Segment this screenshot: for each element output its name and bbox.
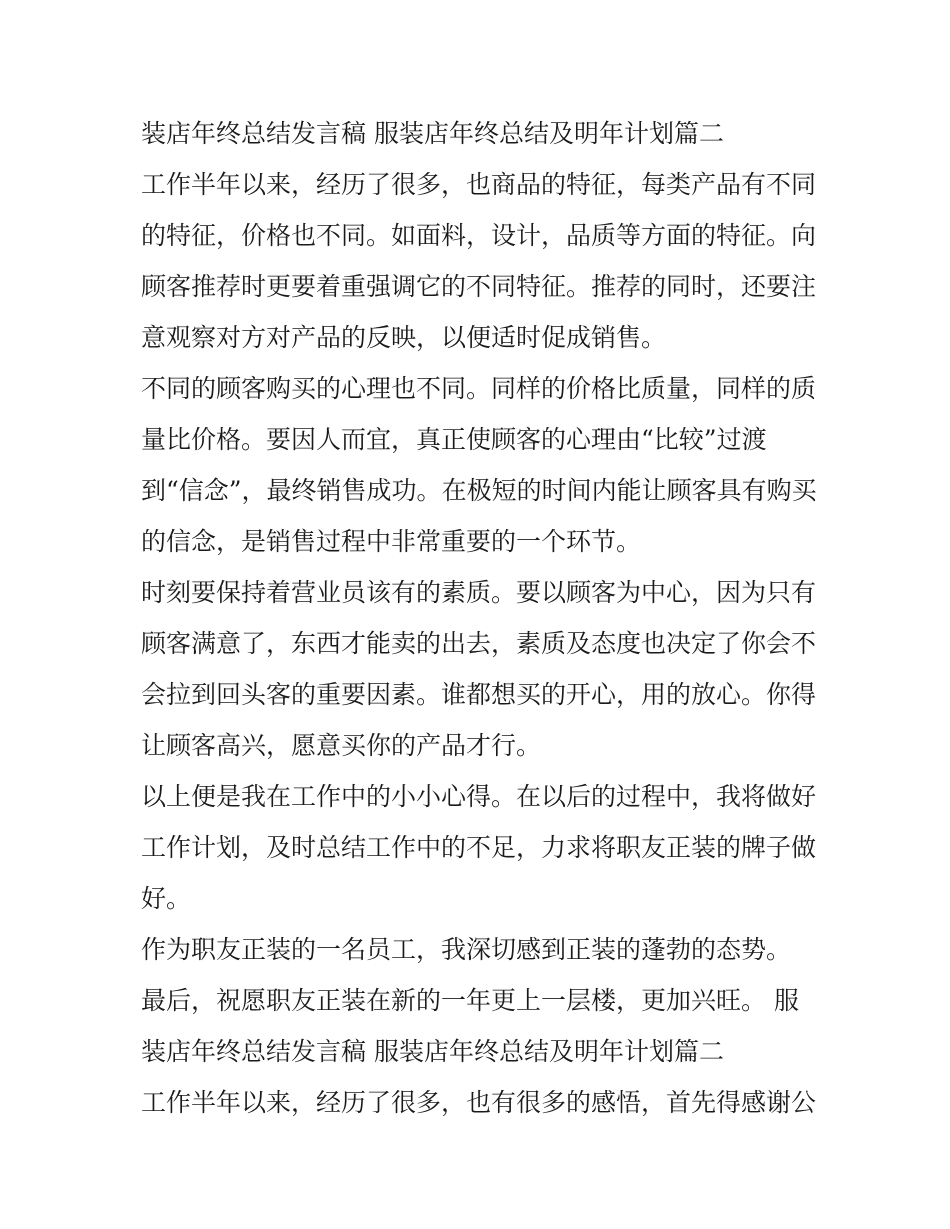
text-line: 会拉到回头客的重要因素。谁都想买的开心，用的放心。你得	[141, 680, 817, 709]
text-line: 的特征，价格也不同。如面料，设计，品质等方面的特征。向	[141, 221, 817, 250]
document-body	[141, 108, 821, 1128]
text-line: 工作半年以来，经历了很多，也商品的特征，每类产品有不同	[141, 170, 817, 199]
text-line: 到“信念”，最终销售成功。在极短的时间内能让顾客具有购买	[141, 476, 817, 505]
text-line: 意观察对方对产品的反映，以便适时促成销售。	[141, 323, 667, 352]
text-line: 好。	[141, 884, 192, 913]
text-line: 量比价格。要因人而宜，真正使顾客的心理由“比较”过渡	[141, 425, 767, 454]
text-line: 顾客满意了，东西才能卖的出去，素质及态度也决定了你会不	[141, 629, 817, 658]
text-line: 工作半年以来，经历了很多，也有很多的感悟，首先得感谢公	[141, 1088, 817, 1117]
text-line: 顾客推荐时更要着重强调它的不同特征。推荐的同时，还要注	[141, 272, 817, 301]
text-line: 的信念，是销售过程中非常重要的一个环节。	[141, 527, 642, 556]
text-line: 最后，祝愿职友正装在新的一年更上一层楼，更加兴旺。 服	[141, 986, 799, 1015]
text-line: 以上便是我在工作中的小小心得。在以后的过程中，我将做好	[141, 782, 817, 811]
text-line: 时刻要保持着营业员该有的素质。要以顾客为中心，因为只有	[141, 578, 817, 607]
text-line: 让顾客高兴，愿意买你的产品才行。	[141, 731, 542, 760]
text-line: 工作计划，及时总结工作中的不足，力求将职友正装的牌子做	[141, 833, 817, 862]
text-line: 装店年终总结发言稿 服装店年终总结及明年计划篇二	[141, 1037, 724, 1066]
text-line: 装店年终总结发言稿 服装店年终总结及明年计划篇二	[141, 119, 724, 148]
text-line: 作为职友正装的一名员工，我深切感到正装的蓬勃的态势。	[141, 935, 792, 964]
text-line: 不同的顾客购买的心理也不同。同样的价格比质量，同样的质	[141, 374, 817, 403]
